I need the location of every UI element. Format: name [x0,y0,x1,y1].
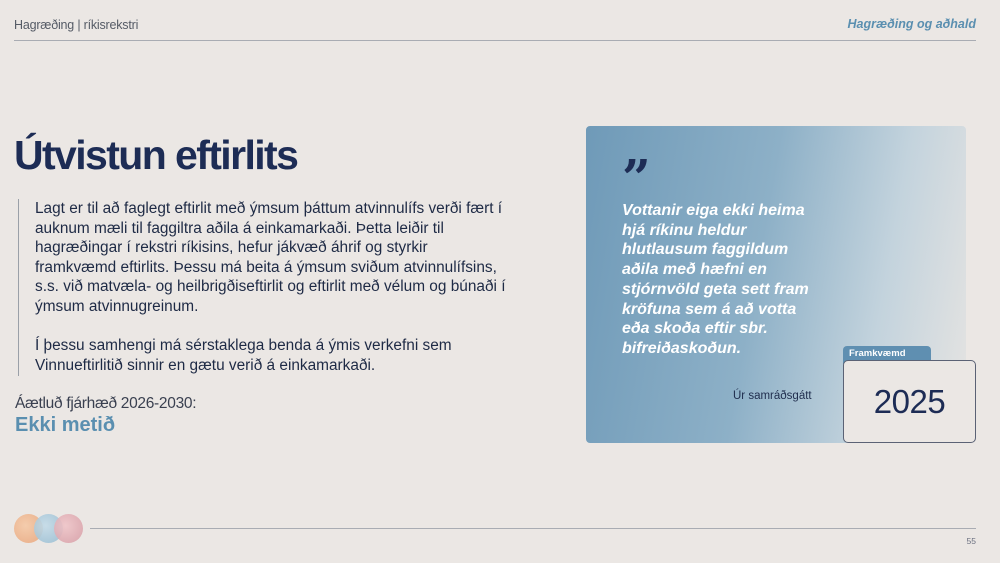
budget-value: Ekki metið [15,414,116,436]
quote-source: Úr samráðsgátt [733,390,812,402]
quote-text: Vottanir eiga ekki heima hjá ríkinu heldur hlutlausum faggildum aðila með hæfni en stjórnvöld geta sett fram kröfuna sem á að votta eða skoða eftir sbr. bifreiðaskoðun. [622,202,809,357]
implementation-year: 2025 [843,360,976,443]
implementation-label: Framkvæmd [843,346,931,364]
header-section-title: Hagræðing og aðhald [847,17,976,31]
quote-mark-icon: ” [622,148,651,207]
body-text-block [18,199,508,376]
slide-title: Útvistun eftirlits [14,132,298,178]
budget-label: Áætluð fjárhæð 2026-2030: [15,395,197,412]
header-divider [14,40,976,41]
footer-divider [90,528,976,529]
body-paragraph-2: Í þessu samhengi má sérstaklega benda á ýmis verkefni sem Vinnueftirlitið sinnir en gætu verið á einkamarkaði. [35,337,452,374]
decorative-circles-logo [14,514,86,544]
header-breadcrumb: Hagræðing | ríkisrekstri [14,18,139,32]
pink-circle-icon [54,514,83,543]
page-number: 55 [966,536,976,546]
body-paragraph-1: Lagt er til að faglegt eftirlit með ýmsum þáttum atvinnulífs verði fært í auknum mæli til faggiltra aðila á einkamarkaði. Þetta leiðir til hagræðingar í rekstri ríkisins, hefur jákvæð áhrif og styrkir framkvæmd eftirlits. Þessu má beita á ýmsum sviðum atvinnulífsins, s.s. við matvæla- og heilbrigðiseftirlit og eftirlit með vélum og búnaði í ýmsum atvinnugreinum. [35,200,506,315]
